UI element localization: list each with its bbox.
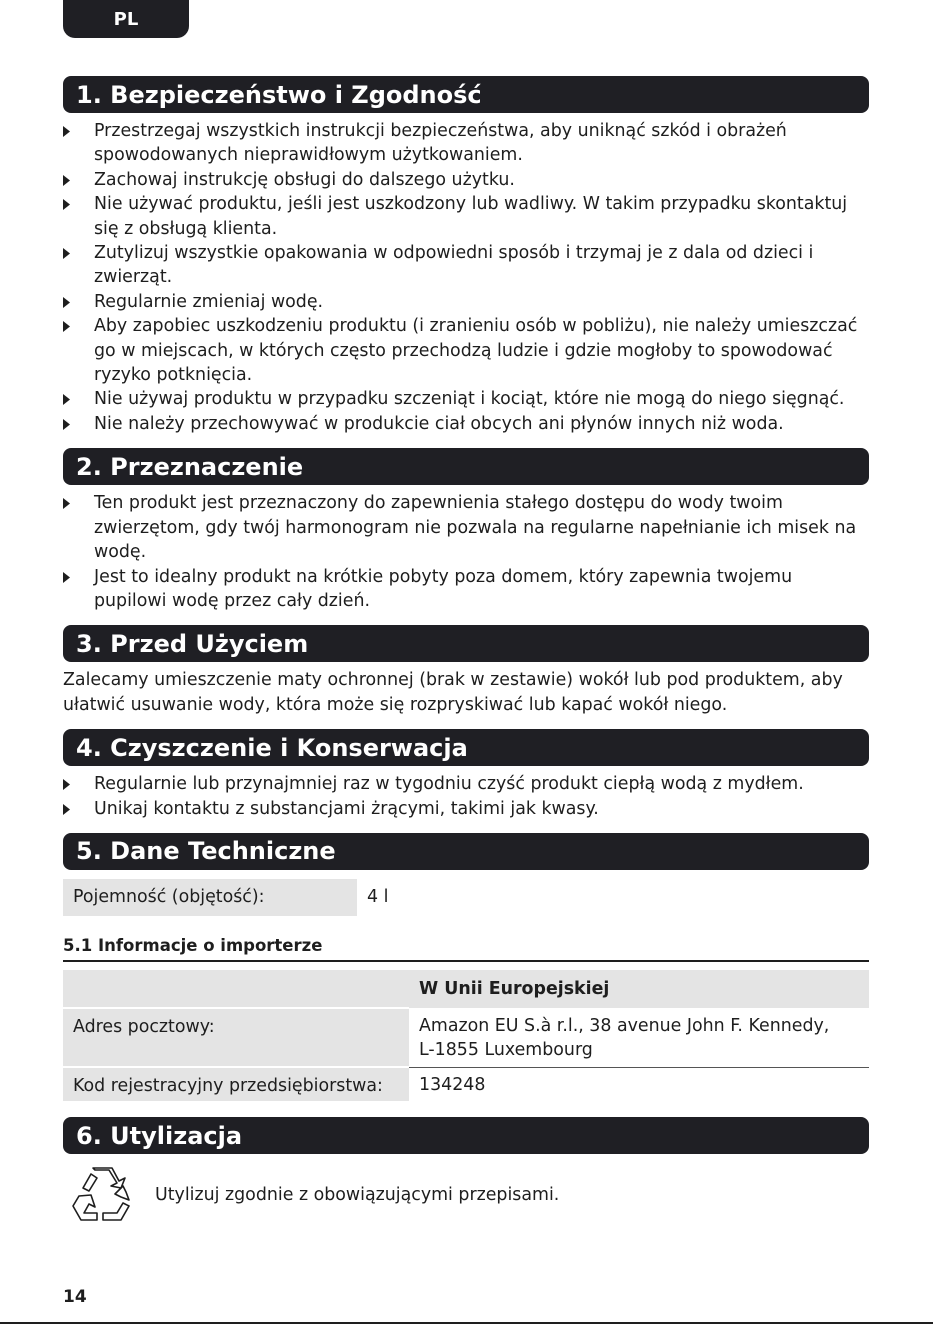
section-1-header: 1. Bezpieczeństwo i Zgodność [63, 76, 869, 113]
section-4-header: 4. Czyszczenie i Konserwacja [63, 729, 869, 766]
language-tab: PL [63, 0, 189, 38]
importer-header-row [63, 970, 869, 1008]
list-item-text: Aby zapobiec uszkodzeniu produktu (i zranieniu osób w pobliżu), nie należy umieszczać go w miejscach, w których często przechodzą ludzie i gdzie mogłoby to spowodować ryzyko potknięcia. [94, 316, 858, 386]
section-5-header: 5. Dane Techniczne [63, 833, 869, 870]
bullet-arrow-icon [63, 248, 70, 259]
address-line-1: Amazon EU S.à r.l., 38 avenue John F. Kennedy, [419, 1015, 830, 1036]
list-item [63, 491, 869, 564]
bullet-arrow-icon [63, 321, 70, 332]
disposal-text: Utylizuj zgodnie z obowiązującymi przepisami. [155, 1185, 560, 1206]
list-item-text: Nie używaj produktu w przypadku szczeniąt i kociąt, które nie mogą do niego sięgnąć. [94, 389, 845, 410]
bullet-arrow-icon [63, 419, 70, 430]
capacity-label: Pojemność (objętość): [63, 879, 357, 916]
list-item-text: Nie używać produktu, jeśli jest uszkodzony lub wadliwy. W takim przypadku skontaktuj się z obsługą klienta. [94, 194, 848, 239]
address-row [63, 1008, 869, 1067]
list-item [63, 168, 869, 192]
list-item [63, 290, 869, 314]
list-item [63, 797, 869, 821]
section-2-header: 2. Przeznaczenie [63, 448, 869, 485]
list-item [63, 314, 869, 387]
list-item-text: Zachowaj instrukcję obsługi do dalszego użytku. [94, 169, 515, 190]
bullet-arrow-icon [63, 804, 70, 815]
page-number: 14 [63, 1287, 87, 1307]
section-6-header: 6. Utylizacja [63, 1117, 869, 1154]
section-3-text: Zalecamy umieszczenie maty ochronnej (brak w zestawie) wokół lub pod produktem, aby ułatwić usuwanie wody, która może się rozpryskiwać lub kapać wokół niego. [63, 670, 843, 715]
list-item-text: Jest to idealny produkt na krótkie pobyty poza domem, który zapewnia twojemu pupilowi wodę przez cały dzień. [94, 566, 793, 611]
list-item-text: Regularnie lub przynajmniej raz w tygodniu czyść produkt ciepłą wodą z mydłem. [94, 774, 804, 795]
list-item [63, 412, 869, 436]
importer-table [63, 970, 869, 1101]
section-4-list [63, 772, 869, 821]
importer-header-empty-cell [63, 970, 409, 1008]
bullet-arrow-icon [63, 572, 70, 583]
bullet-arrow-icon [63, 199, 70, 210]
section-2-list [63, 491, 869, 613]
list-item-text: Zutylizuj wszystkie opakowania w odpowiedni sposób i trzymaj je z dala od dzieci i zwierząt. [94, 243, 814, 288]
bullet-arrow-icon [63, 779, 70, 790]
page-content [63, 76, 869, 1226]
bullet-arrow-icon [63, 297, 70, 308]
address-value [409, 1008, 869, 1067]
bullet-arrow-icon [63, 175, 70, 186]
capacity-value: 4 l [367, 887, 389, 908]
list-item-text: Regularnie zmieniaj wodę. [94, 291, 324, 312]
bullet-arrow-icon [63, 498, 70, 509]
section-1-list [63, 119, 869, 436]
list-item-text: Przestrzegaj wszystkich instrukcji bezpieczeństwa, aby uniknąć szkód i obrażeń spowodowanych nieprawidłowym użytkowaniem. [94, 121, 787, 166]
list-item [63, 119, 869, 168]
recycle-icon [71, 1164, 133, 1226]
address-label: Adres pocztowy: [63, 1008, 409, 1067]
registration-label: Kod rejestracyjny przedsiębiorstwa: [63, 1067, 409, 1101]
list-item [63, 241, 869, 290]
importer-heading: 5.1 Informacje o importerze [63, 936, 869, 962]
list-item [63, 772, 869, 796]
bullet-arrow-icon [63, 126, 70, 137]
capacity-row [63, 879, 869, 916]
list-item [63, 565, 869, 614]
list-item-text: Nie należy przechowywać w produkcie ciał obcych ani płynów innych niż woda. [94, 413, 784, 434]
importer-col-header: W Unii Europejskiej [409, 970, 869, 1008]
registration-value: 134248 [419, 1074, 486, 1095]
registration-row [63, 1067, 869, 1101]
list-item [63, 192, 869, 241]
disposal-row [63, 1164, 869, 1226]
bullet-arrow-icon [63, 394, 70, 405]
list-item-text: Unikaj kontaktu z substancjami żrącymi, takimi jak kwasy. [94, 798, 599, 819]
address-line-2: L-1855 Luxembourg [419, 1040, 593, 1061]
list-item-text: Ten produkt jest przeznaczony do zapewnienia stałego dostępu do wody twoim zwierzętom, gdy twój harmonogram nie pozwala na regularne napełnianie ich misek na wodę. [94, 493, 857, 563]
section-3-header: 3. Przed Użyciem [63, 625, 869, 662]
list-item [63, 387, 869, 411]
